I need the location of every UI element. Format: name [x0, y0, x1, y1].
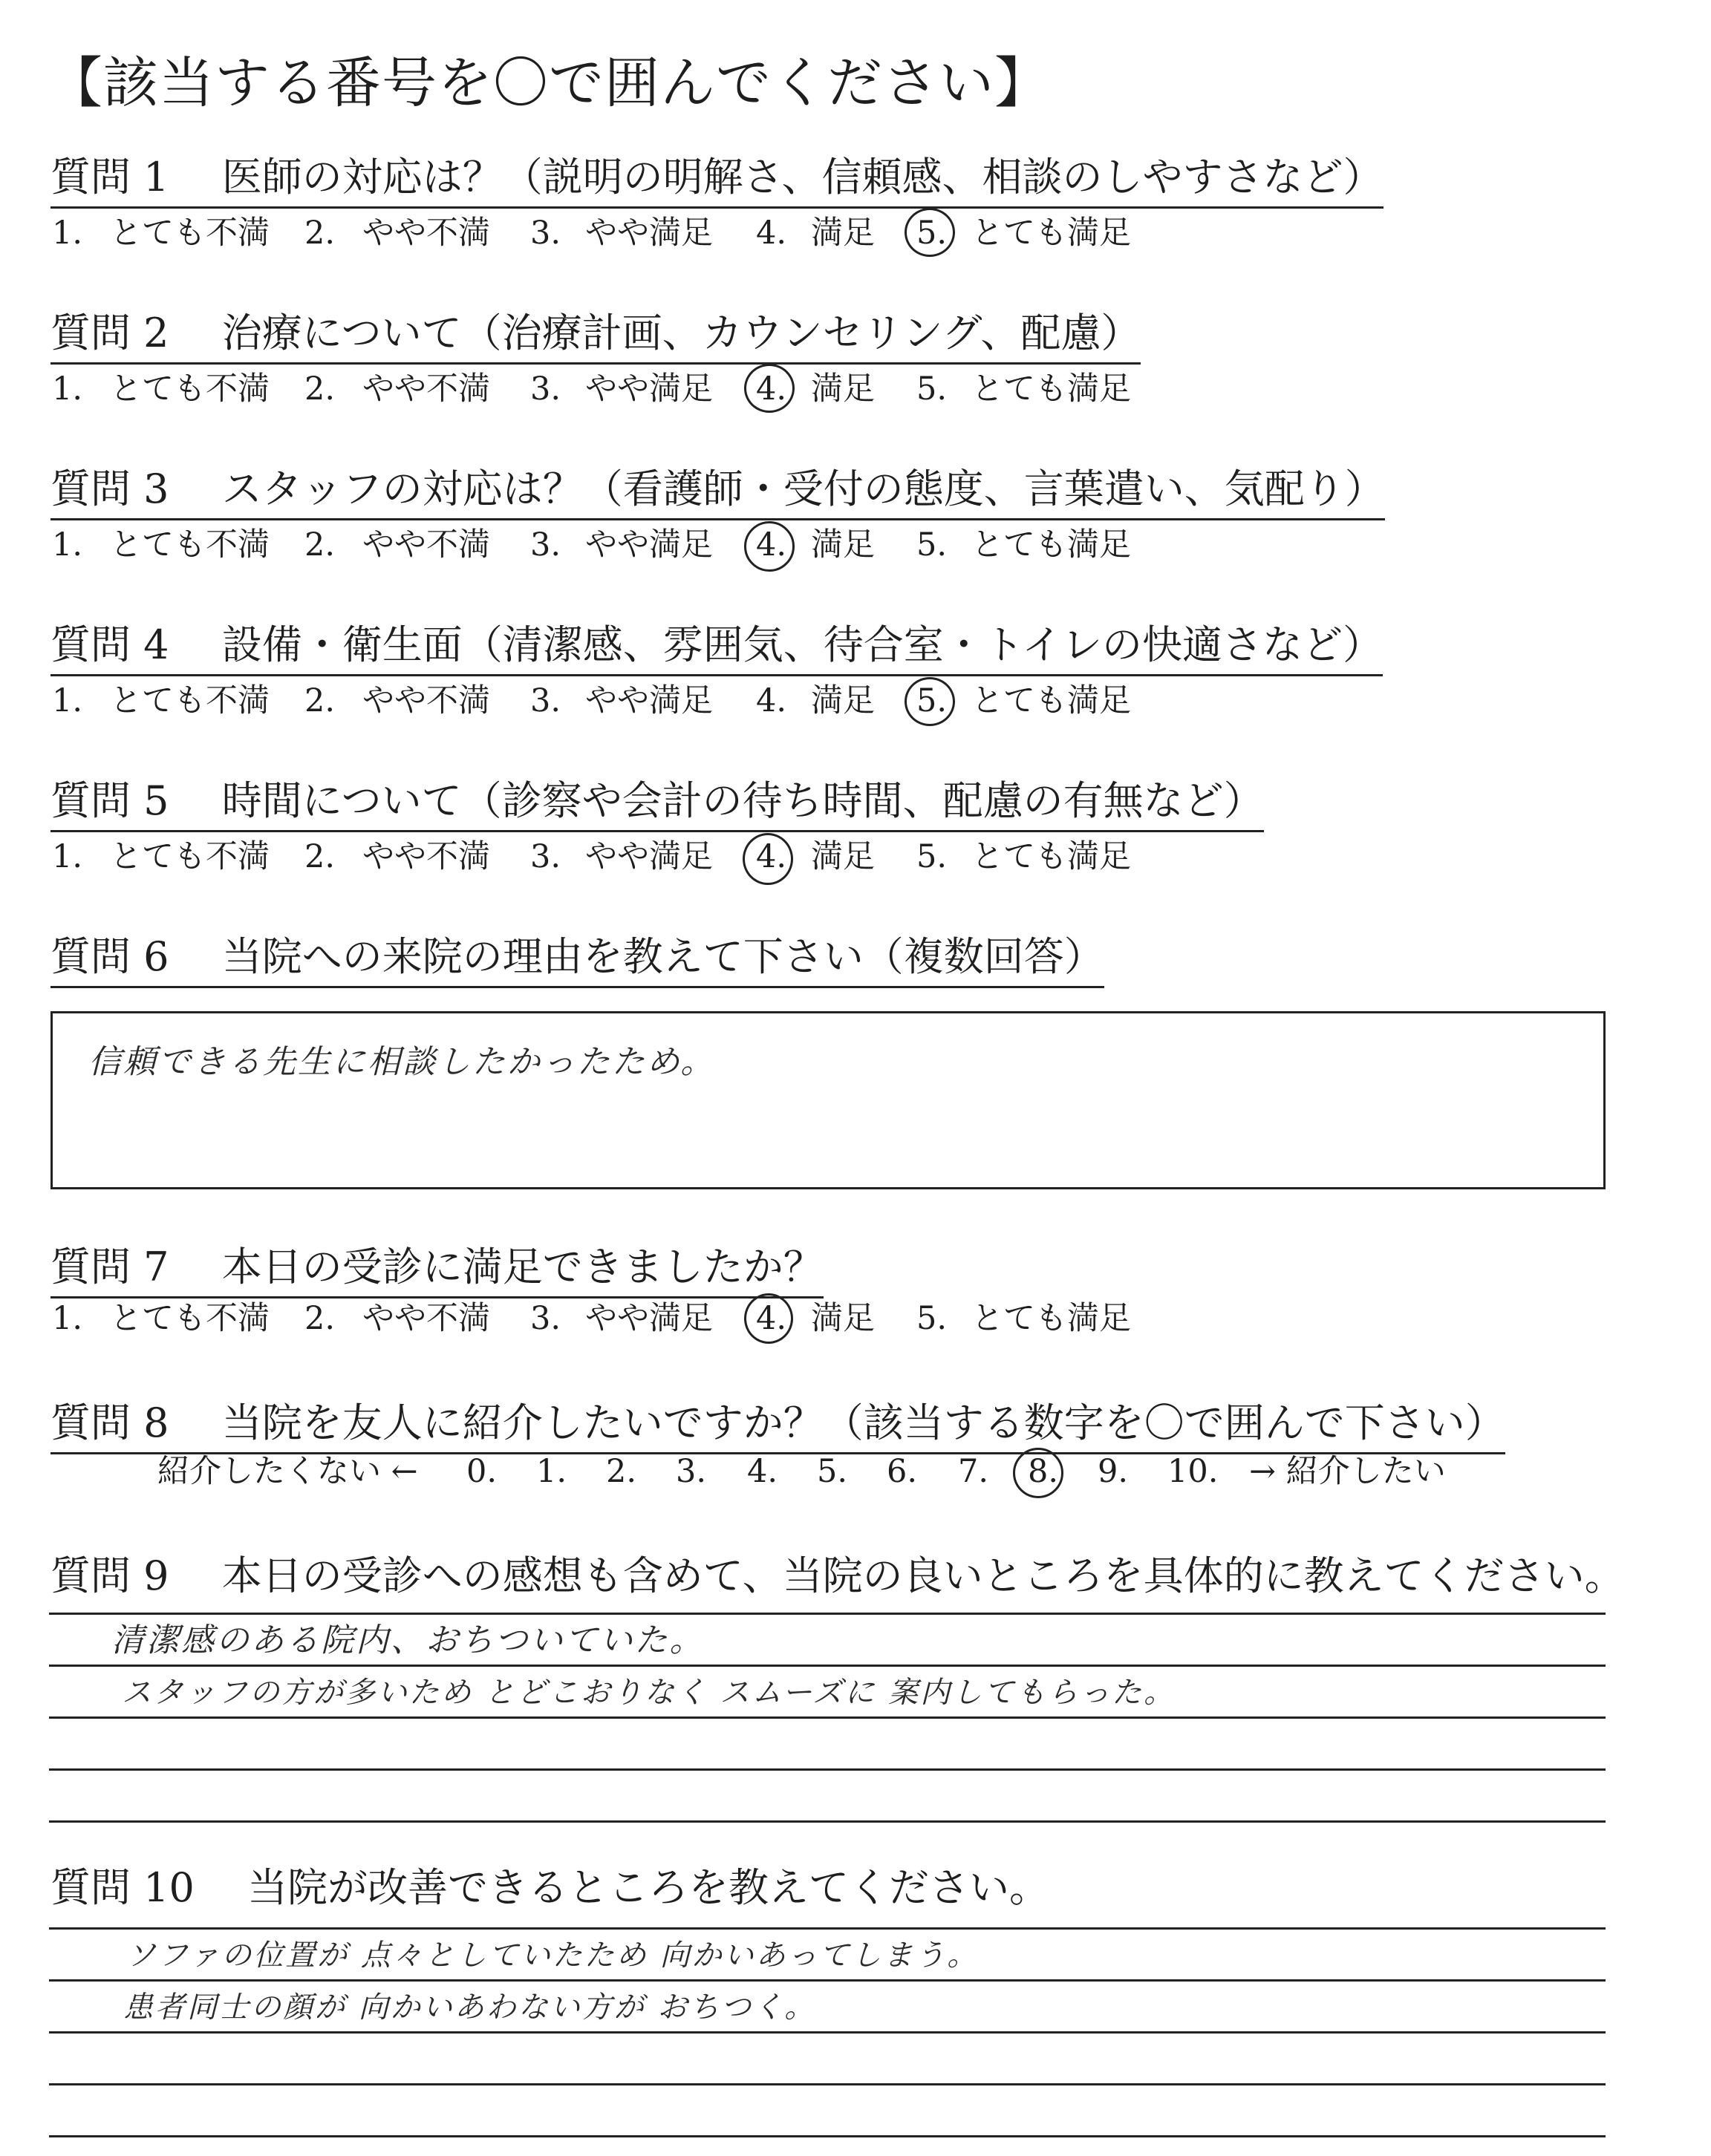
answer-line	[49, 1768, 1606, 1771]
question-label: 質問 5	[50, 777, 169, 824]
scale-number-9[interactable]: 9.	[1098, 1453, 1129, 1490]
option-3-label: やや満足	[585, 1300, 713, 1337]
scale-right-label: → 紹介したい	[1249, 1453, 1446, 1490]
option-1-label: とても不満	[110, 682, 270, 719]
option-4-number[interactable]: 4.	[756, 526, 787, 564]
option-5-number[interactable]: 5.	[916, 682, 948, 719]
scale-number-6[interactable]: 6.	[887, 1453, 918, 1490]
option-4-label: 満足	[811, 682, 875, 719]
answer-line	[49, 1613, 1606, 1615]
answer-line	[49, 1927, 1606, 1930]
option-5-number[interactable]: 5.	[916, 215, 948, 252]
question-label: 質問 3	[50, 466, 169, 512]
scale-number-3[interactable]: 3.	[676, 1453, 707, 1490]
question-3-title	[50, 463, 1385, 520]
option-2-label: やや不満	[362, 1300, 490, 1337]
question-text: 当院を友人に紹介したいですか？（該当する数字を〇で囲んで下さい）	[221, 1399, 1505, 1446]
question-6-title	[50, 931, 1104, 988]
option-2-number[interactable]: 2.	[304, 370, 336, 408]
option-1-number[interactable]: 1.	[52, 1300, 83, 1337]
option-3-number[interactable]: 3.	[530, 1300, 561, 1337]
option-2-label: やや不満	[362, 215, 490, 252]
option-4-number[interactable]: 4.	[756, 682, 787, 719]
scale-number-1[interactable]: 1.	[536, 1453, 567, 1490]
question-label: 質問 9	[50, 1552, 169, 1599]
scale-number-10[interactable]: 10.	[1167, 1453, 1219, 1490]
option-5-number[interactable]: 5.	[916, 526, 948, 564]
option-3-label: やや満足	[585, 526, 713, 564]
option-1-label: とても不満	[110, 1300, 270, 1337]
option-3-label: やや満足	[585, 215, 713, 252]
scale-number-2[interactable]: 2.	[606, 1453, 637, 1490]
option-5-label: とても満足	[971, 370, 1131, 408]
option-4-label: 満足	[811, 1300, 875, 1337]
option-5-number[interactable]: 5.	[916, 1300, 948, 1337]
option-2-number[interactable]: 2.	[304, 215, 336, 252]
question-10-title	[50, 1862, 1049, 1914]
option-3-number[interactable]: 3.	[530, 370, 561, 408]
option-3-label: やや満足	[585, 370, 713, 408]
handwritten-answer-line-1: ソファの位置が 点々としていたため 向かいあってしまう。	[126, 1938, 980, 1973]
question-2-title	[50, 307, 1141, 365]
question-label: 質問 10	[50, 1864, 195, 1911]
option-5-number[interactable]: 5.	[916, 838, 948, 875]
question-1-title	[50, 151, 1384, 209]
answer-line	[49, 1820, 1606, 1823]
option-4-label: 満足	[811, 370, 875, 408]
question-text: 本日の受診に満足できましたか？	[221, 1244, 824, 1290]
selection-circle	[744, 1293, 793, 1344]
answer-line	[49, 1665, 1606, 1667]
question-5-title	[50, 775, 1264, 832]
option-1-label: とても不満	[110, 370, 270, 408]
question-text: 時間について（診察や会計の待ち時間、配慮の有無など）	[221, 777, 1264, 824]
question-text: 医師の対応は？（説明の明解さ、信頼感、相談のしやすさなど）	[221, 154, 1384, 200]
question-label: 質問 6	[50, 933, 169, 980]
selection-circle	[744, 521, 795, 572]
option-2-label: やや不満	[362, 526, 490, 564]
question-4-title	[50, 619, 1383, 676]
option-1-number[interactable]: 1.	[52, 215, 83, 252]
option-1-number[interactable]: 1.	[52, 526, 83, 564]
option-5-label: とても満足	[971, 838, 1131, 875]
question-text: 設備・衛生面（清潔感、雰囲気、待合室・トイレの快適さなど）	[221, 621, 1384, 668]
option-3-number[interactable]: 3.	[530, 526, 561, 564]
page-title: 【該当する番号を〇で囲んでください】	[48, 51, 1050, 115]
scale-number-0[interactable]: 0.	[466, 1453, 498, 1490]
handwritten-answer: 信頼できる先生に相談したかったため。	[88, 1043, 716, 1081]
option-4-number[interactable]: 4.	[756, 370, 787, 408]
question-9-title	[50, 1550, 1625, 1602]
option-4-number[interactable]: 4.	[756, 215, 787, 252]
option-4-label: 満足	[811, 215, 875, 252]
question-text: 当院が改善できるところを教えてください。	[247, 1864, 1050, 1911]
question-7-title	[50, 1241, 824, 1298]
question-8-title	[50, 1397, 1505, 1454]
question-text: 当院への来院の理由を教えて下さい（複数回答）	[221, 933, 1104, 980]
selection-circle	[905, 208, 955, 257]
option-2-label: やや不満	[362, 370, 490, 408]
option-1-label: とても不満	[110, 215, 270, 252]
selection-circle	[744, 364, 795, 413]
option-2-number[interactable]: 2.	[304, 526, 336, 564]
option-3-number[interactable]: 3.	[530, 838, 561, 875]
option-3-label: やや満足	[585, 682, 713, 719]
option-5-label: とても満足	[971, 1300, 1131, 1337]
selection-circle	[905, 677, 955, 726]
option-5-label: とても満足	[971, 215, 1131, 252]
scale-number-8[interactable]: 8.	[1028, 1453, 1059, 1490]
option-4-label: 満足	[811, 526, 875, 564]
option-1-number[interactable]: 1.	[52, 370, 83, 408]
option-4-number[interactable]: 4.	[756, 838, 787, 875]
question-label: 質問 1	[50, 154, 169, 200]
selection-circle	[1013, 1448, 1063, 1498]
handwritten-answer-line-1: 清潔感のある院内、おちついていた。	[111, 1621, 705, 1659]
option-2-label: やや不満	[362, 838, 490, 875]
question-label: 質問 4	[50, 621, 169, 668]
option-1-number[interactable]: 1.	[52, 838, 83, 875]
scale-number-4[interactable]: 4.	[747, 1453, 778, 1490]
answer-line	[49, 2031, 1606, 2034]
answer-line	[49, 2135, 1606, 2137]
answer-line	[49, 2083, 1606, 2085]
handwritten-answer-line-2: スタッフの方が多いため とどこおりなく スムーズに 案内してもらった。	[122, 1676, 1176, 1710]
selection-circle	[743, 833, 793, 885]
answer-line	[49, 1716, 1606, 1719]
question-label: 質問 8	[50, 1399, 169, 1446]
question-label: 質問 7	[50, 1244, 169, 1290]
option-3-number[interactable]: 3.	[530, 215, 561, 252]
question-label: 質問 2	[50, 310, 169, 356]
scale-number-5[interactable]: 5.	[817, 1453, 848, 1490]
option-5-number[interactable]: 5.	[916, 370, 948, 408]
option-3-number[interactable]: 3.	[530, 682, 561, 719]
option-1-label: とても不満	[110, 838, 270, 875]
option-2-number[interactable]: 2.	[304, 838, 336, 875]
option-2-number[interactable]: 2.	[304, 682, 336, 719]
handwritten-answer-line-2: 患者同士の顔が 向かいあわない方が おちつく。	[123, 1990, 817, 2025]
option-4-label: 満足	[811, 838, 875, 875]
option-1-number[interactable]: 1.	[52, 682, 83, 719]
answer-line	[49, 1979, 1606, 1982]
option-2-label: やや不満	[362, 682, 490, 719]
question-text: スタッフの対応は？（看護師・受付の態度、言葉遣い、気配り）	[221, 466, 1385, 512]
scale-number-7[interactable]: 7.	[958, 1453, 989, 1490]
scale-left-label: 紹介したくない ←	[157, 1453, 418, 1490]
option-1-label: とても不満	[110, 526, 270, 564]
question-text: 治療について（治療計画、カウンセリング、配慮）	[221, 310, 1141, 356]
option-4-number[interactable]: 4.	[756, 1300, 787, 1337]
option-3-label: やや満足	[585, 838, 713, 875]
answer-box[interactable]	[50, 1011, 1606, 1189]
option-5-label: とても満足	[971, 682, 1131, 719]
question-text: 本日の受診への感想も含めて、当院の良いところを具体的に教えてください。	[221, 1552, 1625, 1599]
option-5-label: とても満足	[971, 526, 1131, 564]
option-2-number[interactable]: 2.	[304, 1300, 336, 1337]
